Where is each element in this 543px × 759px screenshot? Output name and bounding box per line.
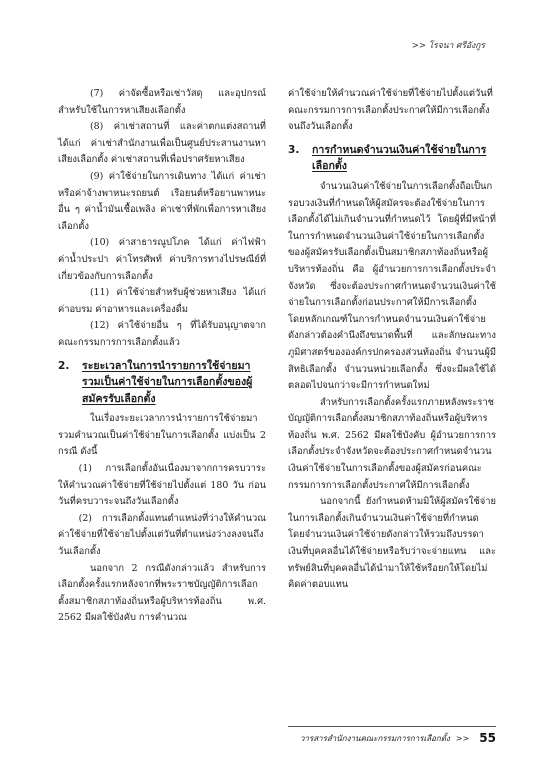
section-3-paragraph-1: จำนวนเงินค่าใช้จ่ายในการเลือกตั้งถือเป็นกรอบวงเงินที่กำหนดให้ผู้สมัครจะต้องใช้จ่ายในการเลือกตั้งได้ไม่เกินจำนวนที่กำหนดไว้ โดยผู้ที่มีหน้าที่ในการกำหนดจำนวนเงินค่าใช้จ่ายในการเลือกตั้งของผู้สมัครรับเลือกตั้งเป็นสมาชิกสภาท้องถิ่นหรือผู้บริหารท้องถิ่น คือ ผู้อำนวยการการเลือกตั้งประจำจังหวัด ซึ่งจะต้องประกาศกำหนดจำนวนเงินค่าใช้จ่ายในการเลือกตั้งก่อนประกาศให้มีการเลือกตั้ง โดยหลักเกณฑ์ในการกำหนดจำนวนเงินค่าใช้จ่ายดังกล่าวต้องคำนึงถึงขนาดพื้นที่ และลักษณะทางภูมิศาสตร์ขององค์กรปกครองส่วนท้องถิ่น จำนวนผู้มีสิทธิเลือกตั้ง จำนวนหน่วยเลือกตั้ง ซึ่งจะมีผลใช้ได้ตลอดไปจนกว่าจะมีการกำหนดใหม่ bbox=[288, 180, 496, 392]
section-2-additional: นอกจาก 2 กรณีดังกล่าวแล้ว สำหรับการเลือกตั้งครั้งแรกหลังจากที่พระราชบัญญัติการเลือกตั้งสมาชิกสภาท้องถิ่นหรือผู้บริหารท้องถิ่น พ.ศ. 2562 มีผลใช้บังคับ การคำนวณ bbox=[58, 562, 266, 624]
section-3-paragraph-3: นอกจากนี้ ยังกำหนดห้ามมิให้ผู้สมัครใช้จ่ายในการเลือกตั้งเกินจำนวนเงินค่าใช้จ่ายที่กำหนด โดยจำนวนเงินค่าใช้จ่ายดังกล่าวให้รวมถึงบรรดาเงินที่บุคคลอื่นได้ใช้จ่ายหรือรับว่าจะจ่ายแทน และทรัพย์สินที่บุคคลอื่นได้นำมาให้ใช้หรือยกให้โดยไม่คิดค่าตอบแทน bbox=[288, 496, 496, 591]
section-2-title: ระยะเวลาในการนำรายการใช้จ่ายมารวมเป็นค่าใช้จ่ายในการเลือกตั้งของผู้สมัครรับเลือกตั้ง bbox=[82, 359, 253, 405]
section-3-title: การกำหนดจำนวนเงินค่าใช้จ่ายในการเลือกตั้ง bbox=[312, 143, 487, 173]
page-footer bbox=[288, 726, 496, 749]
item-10: (10) ค่าสาธารณูปโภค ได้แก่ ค่าไฟฟ้า ค่าน้ำประปา ค่าโทรศัพท์ ค่าบริการทางไปรษณีย์ที่เกี่ยวข้องกับการเลือกตั้ง bbox=[58, 237, 266, 282]
item-8: (8) ค่าเช่าสถานที่ และค่าตกแต่งสถานที่ ได้แก่ ค่าเช่าสำนักงานเพื่อเป็นศูนย์ประสานงานหาเสียงเลือกตั้ง ค่าเช่าสถานที่เพื่อปราศรัยหาเสียง bbox=[58, 121, 266, 166]
section-3-heading bbox=[288, 142, 496, 175]
item-9: (9) ค่าใช้จ่ายในการเดินทาง ได้แก่ ค่าเช่าหรือค่าจ้างพาหนะรถยนต์ เรือยนต์หรือยานพาหนะอื่น ๆ ค่าน้ำมันเชื้อเพลิง ค่าเช่าที่พักเพื่อการหาเสียงเลือกตั้ง bbox=[58, 170, 266, 232]
section-3-number: 3. bbox=[288, 143, 300, 156]
left-column bbox=[58, 86, 266, 627]
section-2-case-2: (2) การเลือกตั้งแทนตำแหน่งที่ว่างให้คำนวณค่าใช้จ่ายที่ใช้จ่ายไปตั้งแต่วันที่ตำแหน่งว่างลงจนถึงวันเลือกตั้ง bbox=[58, 512, 266, 558]
right-column bbox=[288, 86, 496, 594]
journal-title: วารสารสำนักงานคณะกรรมการการเลือกตั้ง bbox=[299, 733, 450, 743]
item-12: (12) ค่าใช้จ่ายอื่น ๆ ที่ได้รับอนุญาตจากคณะกรรมการการเลือกตั้งแล้ว bbox=[58, 320, 266, 348]
section-3-paragraph-2: สำหรับการเลือกตั้งครั้งแรกภายหลังพระราชบัญญัติการเลือกตั้งสมาชิกสภาท้องถิ่นหรือผู้บริหารท้องถิ่น พ.ศ. 2562 มีผลใช้บังคับ ผู้อำนวยการการเลือกตั้งประจำจังหวัดจะต้องประกาศกำหนดจำนวนเงินค่าใช้จ่ายในการเลือกตั้งของผู้สมัครก่อนคณะกรรมการการเลือกตั้งประกาศให้มีการเลือกตั้ง bbox=[288, 396, 496, 491]
footer-arrows: >> bbox=[455, 733, 470, 743]
section-2-case-1: (1) การเลือกตั้งอันเนื่องมาจากการครบวาระให้คำนวณค่าใช้จ่ายที่ใช้จ่ายไปตั้งแต่ 180 วัน ก่อนวันที่ครบวาระจนถึงวันเลือกตั้ง bbox=[58, 463, 266, 508]
section-2-number: 2. bbox=[58, 359, 70, 372]
continued-paragraph: ค่าใช้จ่ายให้คำนวณค่าใช้จ่ายที่ใช้จ่ายไปตั้งแต่วันที่คณะกรรมการการเลือกตั้งประกาศให้มีการเลือกตั้งจนถึงวันเลือกตั้ง bbox=[288, 88, 493, 133]
item-7: (7) ค่าจัดซื้อหรือเช่าวัสดุ และอุปกรณ์สำหรับใช้ในการหาเสียงเลือกตั้ง bbox=[58, 88, 266, 116]
section-2-heading bbox=[58, 358, 266, 408]
page-number: 55 bbox=[479, 731, 496, 745]
item-11: (11) ค่าใช้จ่ายสำหรับผู้ช่วยหาเสียง ได้แก่ ค่าอบรม ค่าอาหารและเครื่องดื่ม bbox=[58, 287, 266, 315]
section-2-intro: ในเรื่องระยะเวลาการนำรายการใช้จ่ายมารวมคำนวณเป็นค่าใช้จ่ายในการเลือกตั้ง แบ่งเป็น 2 กรณี ดังนี้ bbox=[58, 413, 266, 458]
author-header: >> โรจนา ศรีอังกูร bbox=[411, 41, 485, 51]
